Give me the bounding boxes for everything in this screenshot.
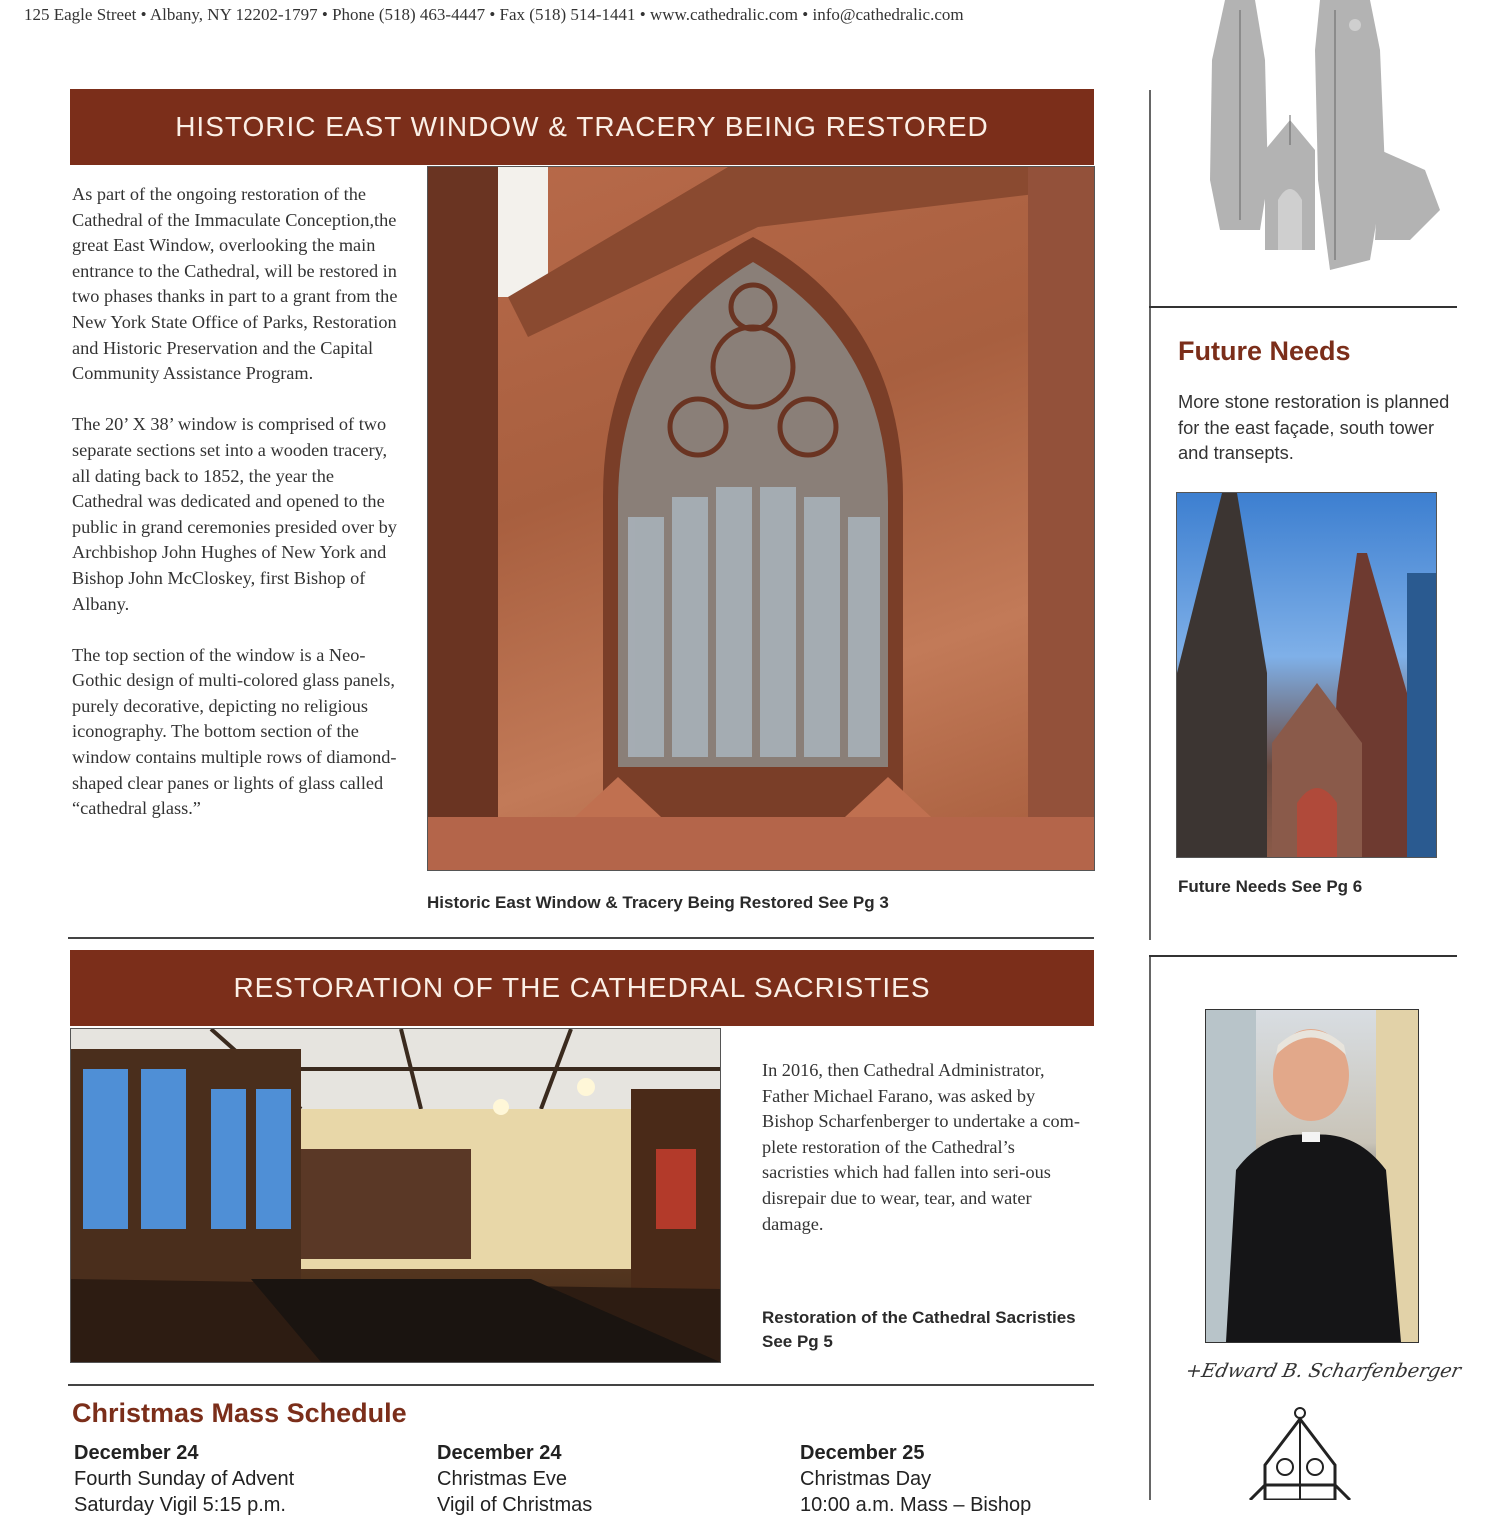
schedule-occasion: Christmas Day <box>800 1468 932 1490</box>
east-window-banner: HISTORIC EAST WINDOW & TRACERY BEING RESTORED <box>70 89 1094 165</box>
east-window-photo <box>427 166 1095 871</box>
schedule-column <box>74 1440 414 1518</box>
sacristies-caption: Restoration of the Cathedral Sacristies See Pg 5 <box>762 1308 1076 1351</box>
sacristies-paragraph: In 2016, then Cathedral Administrator, Father Michael Farano, was asked by Bishop Scharfenberger to undertake a com-plete restoration of the Cathedral’s sacristies which had fallen into seri-ous disrepair due to wear, tear, and water damage. <box>762 1060 1080 1234</box>
future-needs-caption: Future Needs See Pg 6 <box>1178 877 1363 896</box>
schedule-column <box>800 1440 1140 1518</box>
schedule-date: December 25 <box>800 1442 925 1464</box>
east-window-caption: Historic East Window & Tracery Being Restored See Pg 3 <box>427 893 889 912</box>
bishop-portrait-photo <box>1205 1009 1419 1343</box>
east-window-paragraph: The 20’ X 38’ window is comprised of two separate sections set into a wooden tracery, all dating back to 1852, the year the Cathedral was dedicated and opened to the public in grand ceremonies presided over by Archbishop John Hughes of New York and Bishop John McCloskey, first Bishop of Albany. <box>72 414 397 614</box>
future-needs-title: Future Needs <box>1178 336 1351 366</box>
future-needs-text: More stone restoration is planned for the east façade, south tower and transepts. <box>1178 391 1450 463</box>
schedule-detail: 10:00 a.m. Mass – Bishop <box>800 1494 1032 1516</box>
schedule-detail: Vigil of Christmas <box>437 1494 593 1516</box>
schedule-date: December 24 <box>74 1442 199 1464</box>
sacristy-photo <box>70 1028 721 1363</box>
sidebar-rule <box>1149 306 1457 308</box>
east-window-paragraph: As part of the ongoing restoration of the Cathedral of the Immaculate Conception,the great East Window, overlooking the main entrance to the Cathedral, will be restored in two phases thanks in part to a grant from the New York State Office of Parks, Restoration and Historic Preservation and the Capital Community Assistance Program. <box>72 184 398 384</box>
east-window-article <box>72 182 407 847</box>
address-line: 125 Eagle Street • Albany, NY 12202-1797 • Phone (518) 463-4447 • Fax (518) 514-1441 • www.cathedralic.com • info@cathedralic.com <box>24 5 964 24</box>
schedule-date: December 24 <box>437 1442 562 1464</box>
schedule-occasion: Fourth Sunday of Advent <box>74 1468 295 1490</box>
section-divider <box>68 937 1094 939</box>
future-needs-photo <box>1176 492 1437 858</box>
mitre-emblem-icon <box>1240 1405 1360 1500</box>
schedule-detail: Saturday Vigil 5:15 p.m. <box>74 1494 286 1516</box>
cathedral-sketch-illustration <box>1170 0 1470 295</box>
bishop-signature: +Edward B. Scharfenberger <box>1183 1360 1464 1382</box>
schedule-occasion: Christmas Eve <box>437 1468 568 1490</box>
sacristies-banner: RESTORATION OF THE CATHEDRAL SACRISTIES <box>70 950 1094 1026</box>
schedule-column <box>437 1440 777 1518</box>
schedule-title: Christmas Mass Schedule <box>72 1398 407 1428</box>
sidebar-divider <box>1149 90 1151 940</box>
sidebar-divider <box>1149 955 1151 1500</box>
section-divider <box>68 1384 1094 1386</box>
sidebar-rule <box>1149 955 1457 957</box>
east-window-paragraph: The top section of the window is a Neo-Gothic design of multi-colored glass panels, purely decorative, depicting no religious iconography. The bottom section of the window contains multiple rows of diamond-shaped clear panes or lights of glass called “cathedral glass.” <box>72 644 397 819</box>
